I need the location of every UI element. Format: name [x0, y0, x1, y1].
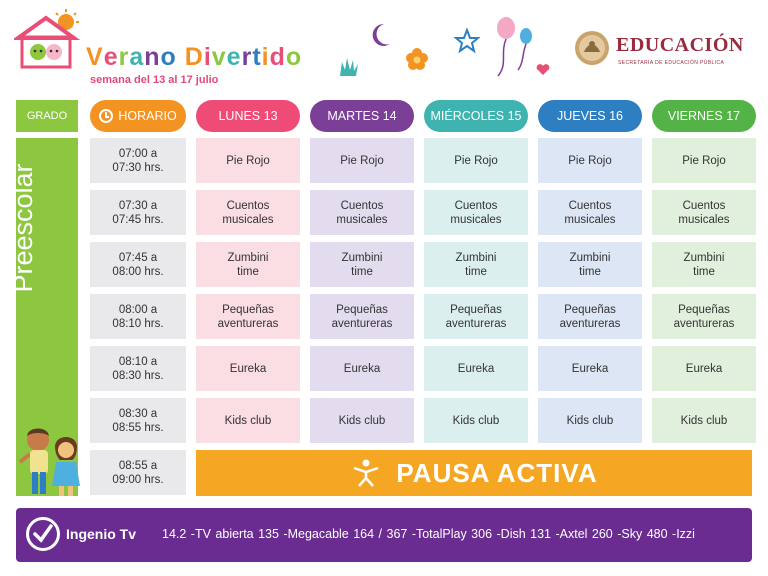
horario-header	[90, 100, 186, 132]
activity-cell: Kids club	[196, 398, 300, 443]
time-slot: 08:10 a 08:30 hrs.	[90, 346, 186, 391]
activity-cell: Kids club	[424, 398, 528, 443]
activity-cell: Pequeñas aventureras	[424, 294, 528, 339]
activity-cell: Pequeñas aventureras	[652, 294, 756, 339]
activity-cell: Zumbini time	[310, 242, 414, 287]
moon-icon	[368, 22, 392, 48]
activity-cell: Kids club	[538, 398, 642, 443]
clock-icon	[99, 109, 113, 123]
activity-cell: Zumbini time	[538, 242, 642, 287]
page-subtitle: semana del 13 al 17 julio	[90, 74, 219, 86]
activity-cell: Pequeñas aventureras	[310, 294, 414, 339]
activity-cell: Kids club	[310, 398, 414, 443]
activity-cell: Cuentos musicales	[424, 190, 528, 235]
day-header: VIERNES 17	[652, 100, 756, 132]
check-icon	[26, 517, 60, 551]
day-header: JUEVES 16	[538, 100, 642, 132]
heart-icon	[536, 64, 550, 76]
org-subtitle: SECRETARÍA DE EDUCACIÓN PÚBLICA	[618, 60, 725, 66]
activity-cell: Cuentos musicales	[652, 190, 756, 235]
activity-cell: Pequeñas aventureras	[538, 294, 642, 339]
children-illustration	[14, 410, 94, 500]
pausa-activa-label: PAUSA ACTIVA	[396, 457, 598, 488]
activity-cell: Cuentos musicales	[538, 190, 642, 235]
activity-cell: Cuentos musicales	[310, 190, 414, 235]
activity-cell: Pie Rojo	[196, 138, 300, 183]
time-slot: 07:00 a 07:30 hrs.	[90, 138, 186, 183]
horario-label: HORARIO	[118, 109, 177, 123]
time-slot: 08:30 a 08:55 hrs.	[90, 398, 186, 443]
activity-cell: Cuentos musicales	[196, 190, 300, 235]
hand-icon	[336, 54, 362, 78]
activity-cell: Zumbini time	[652, 242, 756, 287]
tv-channels-footer	[16, 508, 752, 562]
time-slot: 08:00 a 08:10 hrs.	[90, 294, 186, 339]
star-icon	[454, 28, 480, 54]
activity-cell: Pie Rojo	[424, 138, 528, 183]
balloons-icon	[488, 14, 538, 80]
activity-cell: Pie Rojo	[310, 138, 414, 183]
day-header: LUNES 13	[196, 100, 300, 132]
time-slot: 08:55 a 09:00 hrs.	[90, 450, 186, 495]
activity-cell: Zumbini time	[196, 242, 300, 287]
activity-cell: Eureka	[310, 346, 414, 391]
house-logo-icon	[14, 8, 80, 70]
activity-cell: Eureka	[652, 346, 756, 391]
page-title: Verano Divertido	[86, 43, 303, 71]
time-slot: 07:45 a 08:00 hrs.	[90, 242, 186, 287]
activity-cell: Zumbini time	[424, 242, 528, 287]
activity-cell: Kids club	[652, 398, 756, 443]
channel-list: 14.2 -TV abierta 135 -Megacable 164 / 367 -TotalPlay 306 -Dish 131 -Axtel 260 -Sky 480 -Izzi	[162, 527, 695, 541]
activity-cell: Pie Rojo	[652, 138, 756, 183]
flower-icon	[405, 47, 429, 71]
exercise-icon	[350, 458, 382, 488]
day-header: MARTES 14	[310, 100, 414, 132]
grado-header: GRADO	[16, 100, 78, 132]
activity-cell: Eureka	[538, 346, 642, 391]
org-title: EDUCACIÓN	[616, 34, 744, 56]
activity-cell: Eureka	[424, 346, 528, 391]
pausa-activa-banner	[196, 450, 752, 496]
activity-cell: Eureka	[196, 346, 300, 391]
time-slot: 07:30 a 07:45 hrs.	[90, 190, 186, 235]
grade-label: Preescolar	[8, 163, 38, 293]
ingenio-tv-label: Ingenio Tv	[66, 526, 136, 542]
activity-cell: Pie Rojo	[538, 138, 642, 183]
government-seal-icon	[574, 30, 610, 66]
day-header: MIÉRCOLES 15	[424, 100, 528, 132]
activity-cell: Pequeñas aventureras	[196, 294, 300, 339]
